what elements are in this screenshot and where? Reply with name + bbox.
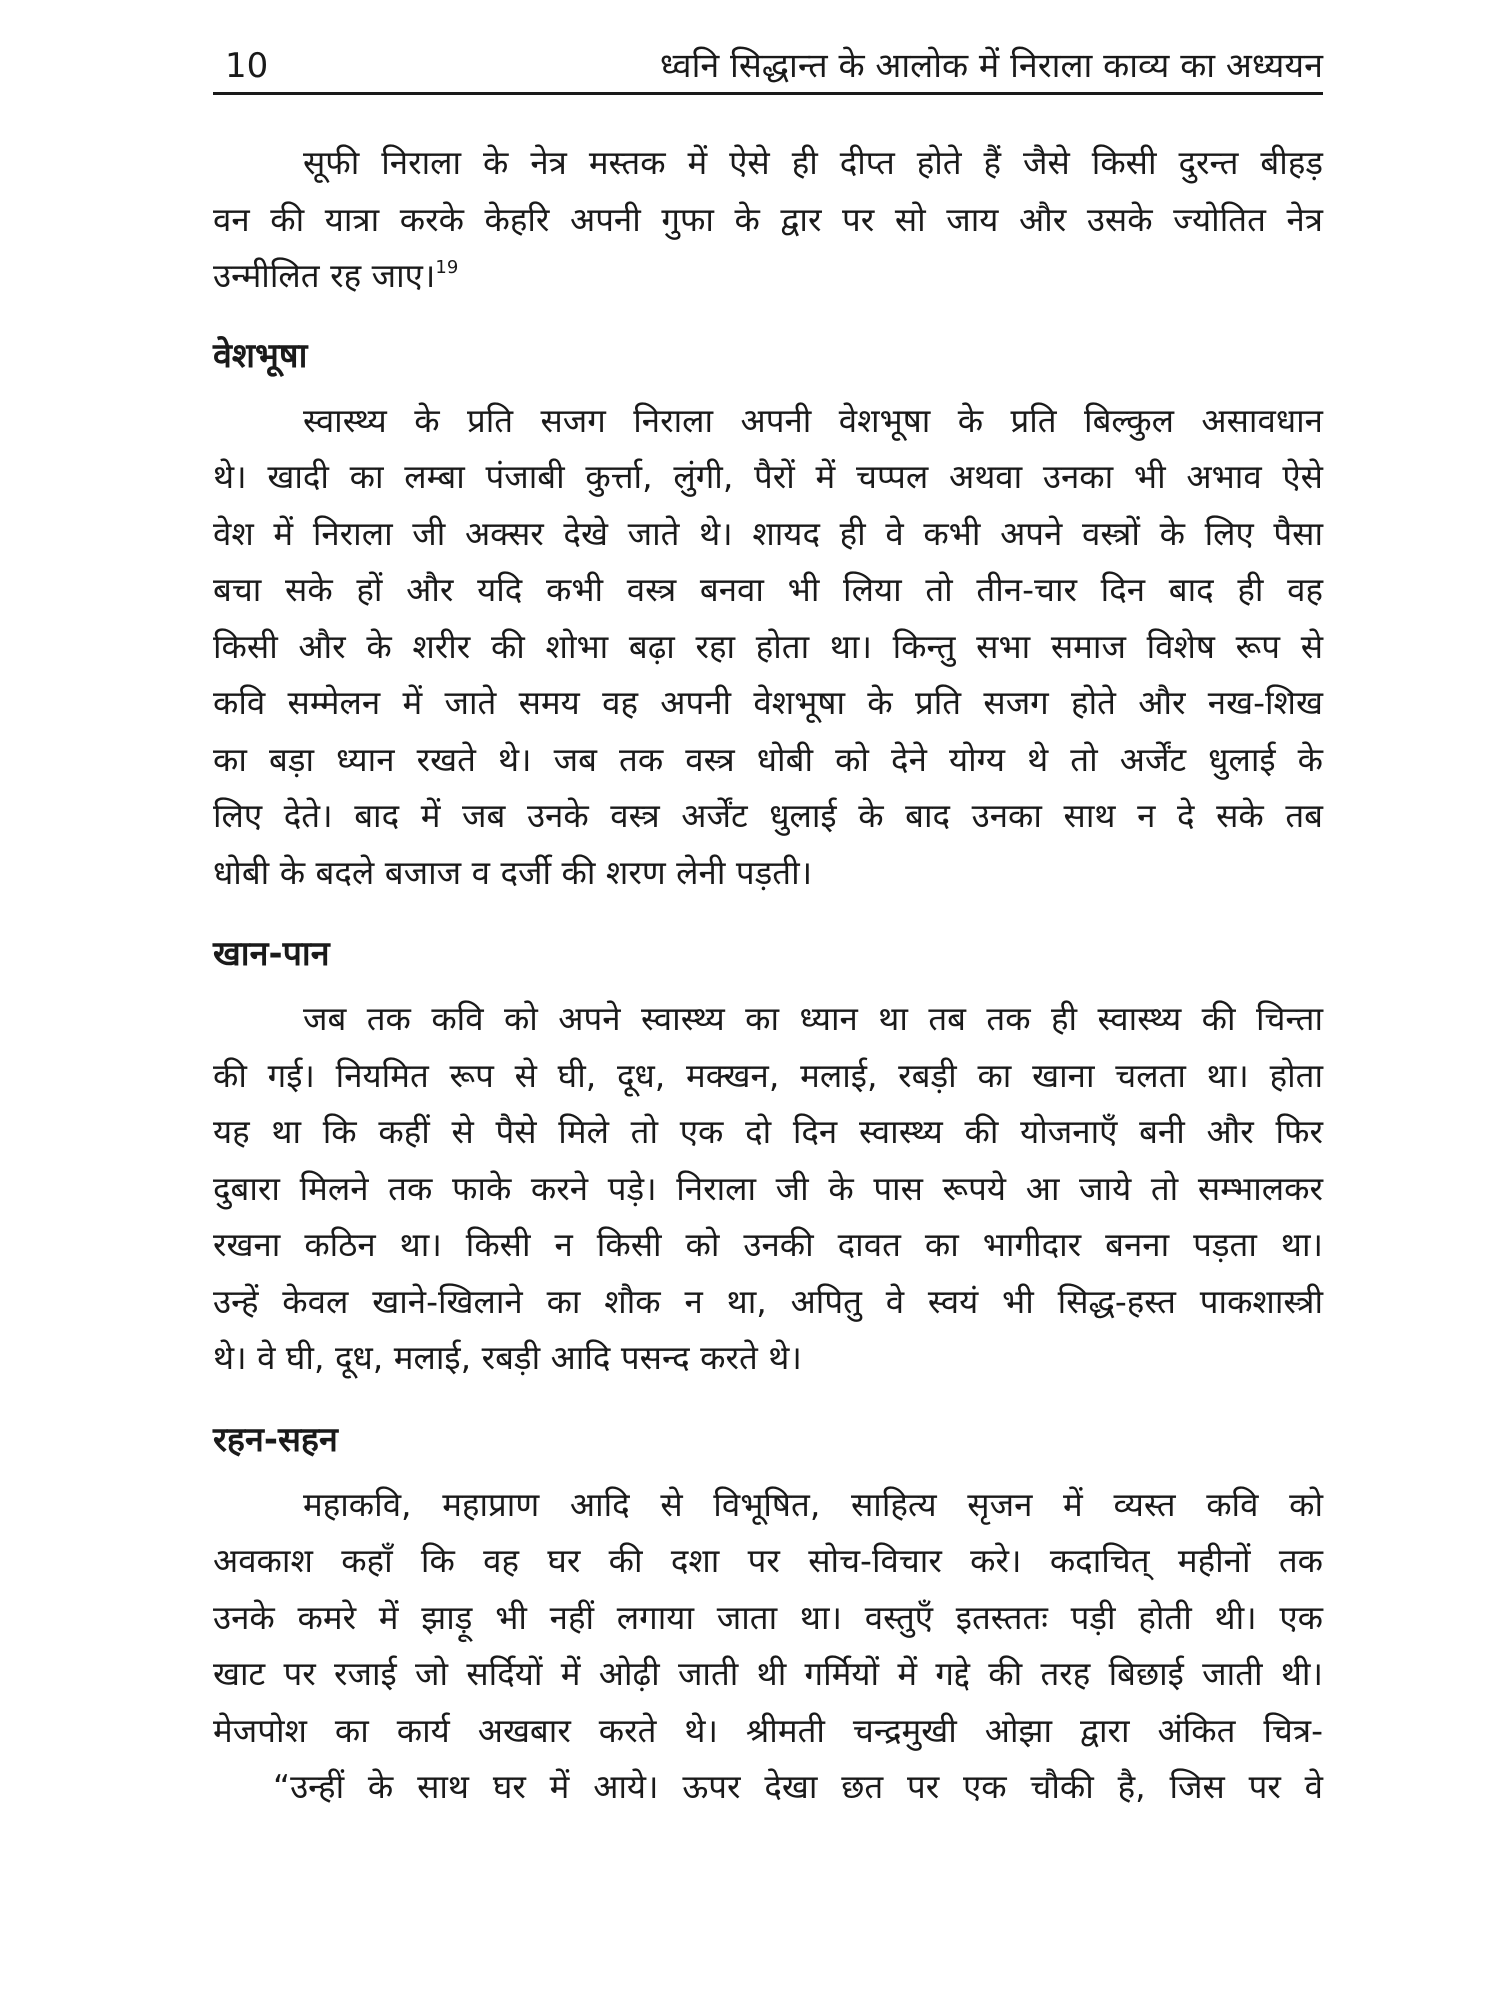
text-line: दुबारा मिलने तक फाके करने पड़े। निराला जी के पास रूपये आ जाये तो सम्भालकर (213, 1168, 1323, 1208)
section-heading-attire: वेशभूषा (213, 335, 308, 376)
text-line: महाकवि, महाप्राण आदि से विभूषित, साहित्य सृजन में व्यस्त कवि को (303, 1484, 1323, 1524)
lifestyle-paragraph (213, 1477, 1323, 1760)
text-line: बचा सके हों और यदि कभी वस्त्र बनवा भी लिया तो तीन-चार दिन बाद ही वह (213, 570, 1323, 609)
section-heading-lifestyle: रहन-सहन (213, 1419, 338, 1460)
text-line: खाट पर रजाई जो सर्दियों में ओढ़ी जाती थी गर्मियों में गद्दे की तरह बिछाई जाती थी। (213, 1654, 1323, 1693)
text-line: अवकाश कहाँ कि वह घर की दशा पर सोच-विचार करे। कदाचित् महीनों तक (213, 1541, 1323, 1580)
quote-paragraph (213, 1759, 1323, 1816)
text-line: किसी और के शरीर की शोभा बढ़ा रहा होता था। किन्तु सभा समाज विशेष रूप से (213, 626, 1323, 666)
book-page (213, 40, 1323, 1970)
text-line: रखना कठिन था। किसी न किसी को उनकी दावत का भागीदार बनना पड़ता था। (213, 1225, 1323, 1264)
text-line: उन्हें केवल खाने-खिलाने का शौक न था, अपितु वे स्वयं भी सिद्ध-हस्त पाकशास्त्री (213, 1281, 1323, 1321)
diet-paragraph (213, 991, 1323, 1387)
text-line: का बड़ा ध्यान रखते थे। जब तक वस्त्र धोबी को देने योग्य थे तो अर्जेंट धुलाई के (213, 739, 1323, 779)
quote-line: “उन्हीं के साथ घर में आये। ऊपर देखा छत पर एक चौकी है, जिस पर वे (273, 1767, 1323, 1806)
text-line: कवि सम्मेलन में जाते समय वह अपनी वेशभूषा के प्रति सजग होते और नख-शिख (213, 683, 1323, 722)
intro-paragraph (213, 135, 1323, 305)
text-line: थे। खादी का लम्बा पंजाबी कुर्त्ता, लुंगी, पैरों में चप्पल अथवा उनका भी अभाव ऐसे (213, 457, 1323, 496)
page-body (213, 135, 1323, 1816)
text-line: वेश में निराला जी अक्सर देखे जाते थे। शायद ही वे कभी अपने वस्त्रों के लिए पैसा (213, 513, 1323, 553)
section-heading-diet: खान-पान (213, 934, 330, 974)
page-header (213, 40, 1323, 95)
text-line: सूफी निराला के नेत्र मस्तक में ऐसे ही दीप्त होते हैं जैसे किसी दुरन्त बीहड़ (303, 143, 1323, 182)
footnote-marker: 19 (435, 257, 459, 278)
text-line: उन्मीलित रह जाए। (213, 256, 436, 295)
text-line-last (213, 248, 1323, 305)
text-line: थे। वे घी, दूध, मलाई, रबड़ी आदि पसन्द करते थे। (213, 1338, 802, 1377)
text-line: जब तक कवि को अपने स्वास्थ्य का ध्यान था तब तक ही स्वास्थ्य की चिन्ता (303, 999, 1323, 1038)
text-line: स्वास्थ्य के प्रति सजग निराला अपनी वेशभूषा के प्रति बिल्कुल असावधान (303, 400, 1323, 440)
text-line: धोबी के बदले बजाज व दर्जी की शरण लेनी पड़ती। (213, 852, 813, 892)
text-line: की गई। नियमित रूप से घी, दूध, मक्खन, मलाई, रबड़ी का खाना चलता था। होता (213, 1055, 1323, 1095)
text-line: लिए देते। बाद में जब उनके वस्त्र अर्जेंट धुलाई के बाद उनका साथ न दे सके तब (213, 796, 1323, 835)
text-line: मेजपोश का कार्य अखबार करते थे। श्रीमती चन्द्रमुखी ओझा द्वारा अंकित चित्र- (213, 1710, 1323, 1750)
text-line: यह था कि कहीं से पैसे मिले तो एक दो दिन स्वास्थ्य की योजनाएँ बनी और फिर (213, 1112, 1323, 1151)
text-line: वन की यात्रा करके केहरि अपनी गुफा के द्वार पर सो जाय और उसके ज्योतित नेत्र (213, 199, 1323, 239)
page-number: 10 (225, 46, 269, 86)
text-line: उनके कमरे में झाड़ू भी नहीं लगाया जाता था। वस्तुएँ इतस्ततः पड़ी होती थी। एक (213, 1597, 1323, 1637)
running-title: ध्वनि सिद्धान्त के आलोक में निराला काव्य का अध्ययन (659, 46, 1323, 86)
attire-paragraph (213, 393, 1323, 902)
